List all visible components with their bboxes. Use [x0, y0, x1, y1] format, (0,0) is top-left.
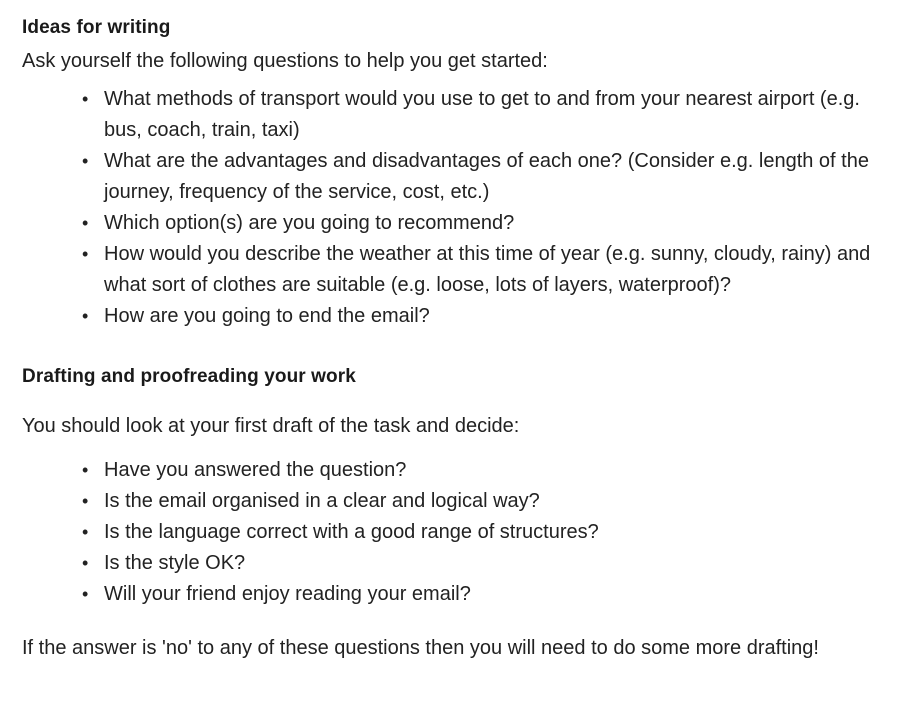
list-drafting-and-proofreading: [22, 455, 882, 610]
intro-drafting-and-proofreading: You should look at your first draft of the task and decide:: [22, 415, 520, 437]
list-item: • What are the advantages and disadvantages of each one? (Consider e.g. length of the journey, frequency of the service, cost, etc.): [82, 146, 882, 208]
list-item: • Is the language correct with a good range of structures?: [82, 517, 882, 548]
heading-ideas-for-writing: Ideas for writing: [22, 17, 171, 38]
section-drafting-and-proofreading: [22, 364, 882, 610]
closing-paragraph: If the answer is 'no' to any of these questions then you will need to do some more drafting!: [22, 637, 819, 659]
list-item: • Will your friend enjoy reading your email?: [82, 579, 882, 610]
list-ideas-for-writing: [22, 84, 882, 332]
list-item: • How are you going to end the email?: [82, 301, 882, 332]
list-item: • Is the email organised in a clear and logical way?: [82, 486, 882, 517]
list-item: • How would you describe the weather at this time of year (e.g. sunny, cloudy, rainy) and what sort of clothes are suitable (e.g. loose, lots of layers, waterproof)?: [82, 239, 882, 301]
heading-drafting-and-proofreading: Drafting and proofreading your work: [22, 366, 356, 387]
list-item: • What methods of transport would you use to get to and from your nearest airport (e.g. bus, coach, train, taxi): [82, 84, 882, 146]
list-item: • Which option(s) are you going to recommend?: [82, 208, 882, 239]
list-item: • Have you answered the question?: [82, 455, 882, 486]
section-ideas-for-writing: [22, 15, 882, 332]
intro-ideas-for-writing: Ask yourself the following questions to help you get started:: [22, 50, 548, 72]
list-item: • Is the style OK?: [82, 548, 882, 579]
